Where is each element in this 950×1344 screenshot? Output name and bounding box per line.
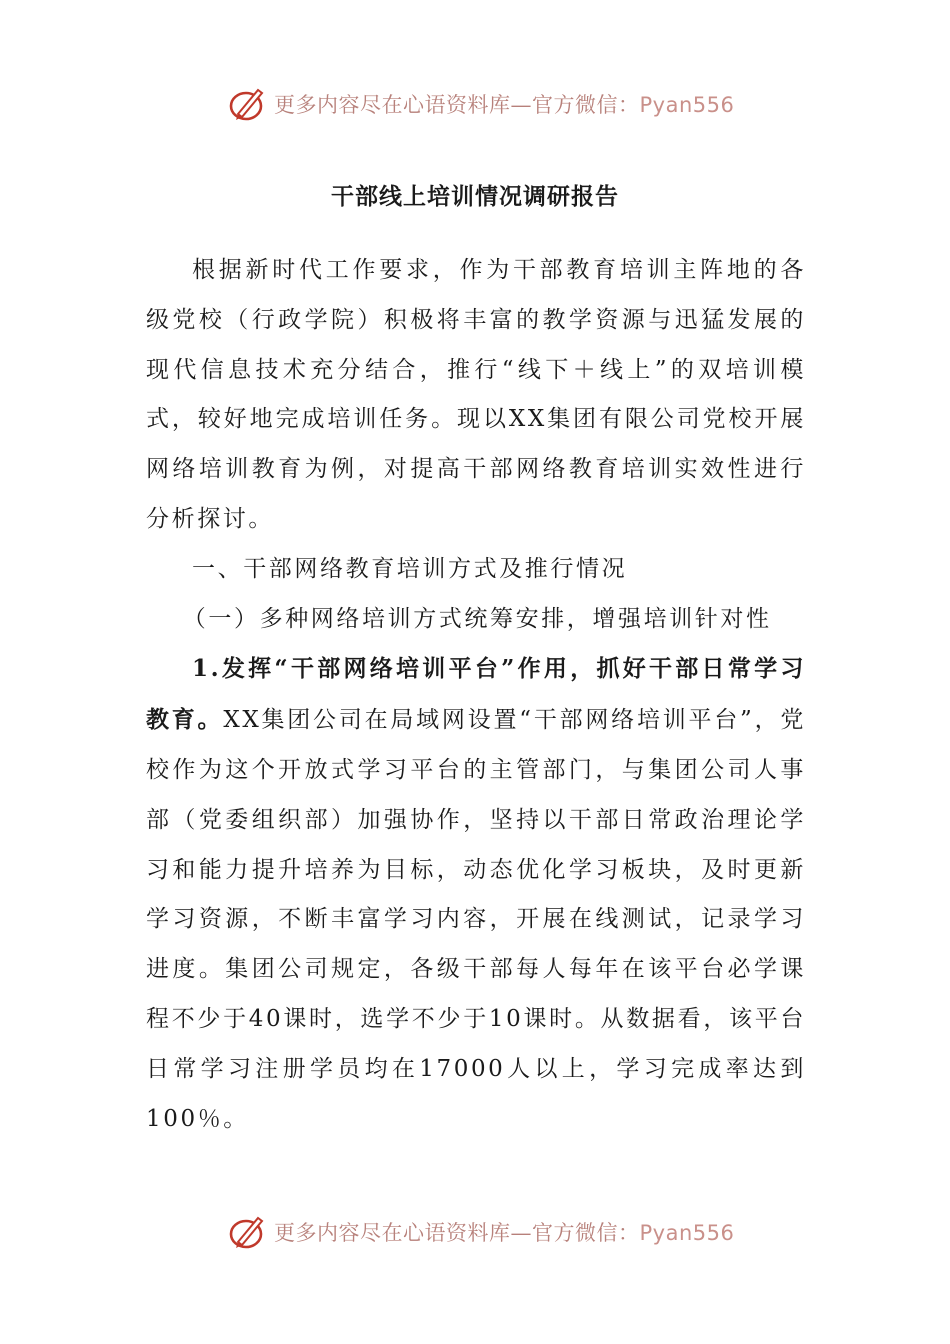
banner-wechat-id: Pyan556 (639, 93, 735, 117)
banner-text (274, 1217, 734, 1247)
header-banner (228, 82, 734, 126)
banner-text-cn: 更多内容尽在心语资料库—官方微信： (274, 93, 640, 117)
item-bold-lead: 1.发挥“干部网络培训平台”作用，抓好干部日常学习教育。 (146, 655, 806, 734)
subsection-heading: （一）多种网络培训方式统筹安排，增强培训针对性 (182, 605, 772, 632)
section-heading: 一、干部网络教育培训方式及推行情况 (192, 555, 628, 582)
banner-text (274, 89, 734, 119)
footer-banner (228, 1210, 734, 1254)
document-body (146, 246, 806, 1144)
pen-logo-icon (228, 1212, 268, 1252)
document-title: 干部线上培训情况调研报告 (331, 183, 619, 210)
item-body-text: XX集团公司在局域网设置“干部网络培训平台”，党校作为这个开放式学习平台的主管部门，与集团公司人事部（党委组织部）加强协作，坚持以干部日常政治理论学习和能力提升培养为目标，动态优化学习板块，及时更新学习资源，不断丰富学习内容，开展在线测试，记录学习进度。集团公司规定，各级干部每人每年在该平台必学课程不少于40课时，选学不少于10课时。从数据看，该平台日常学习注册学员均在17000人以上，学习完成率达到100％。 (146, 707, 806, 1132)
banner-wechat-id: Pyan556 (639, 1221, 735, 1245)
intro-paragraph: 根据新时代工作要求，作为干部教育培训主阵地的各级党校（行政学院）积极将丰富的教学资源与迅猛发展的现代信息技术充分结合，推行“线下＋线上”的双培训模式，较好地完成培训任务。现以XX集团有限公司党校开展网络培训教育为例，对提高干部网络教育培训实效性进行分析探讨。 (146, 257, 806, 532)
banner-text-cn: 更多内容尽在心语资料库—官方微信： (274, 1221, 640, 1245)
item-paragraph (146, 644, 806, 1144)
pen-logo-icon (228, 84, 268, 124)
